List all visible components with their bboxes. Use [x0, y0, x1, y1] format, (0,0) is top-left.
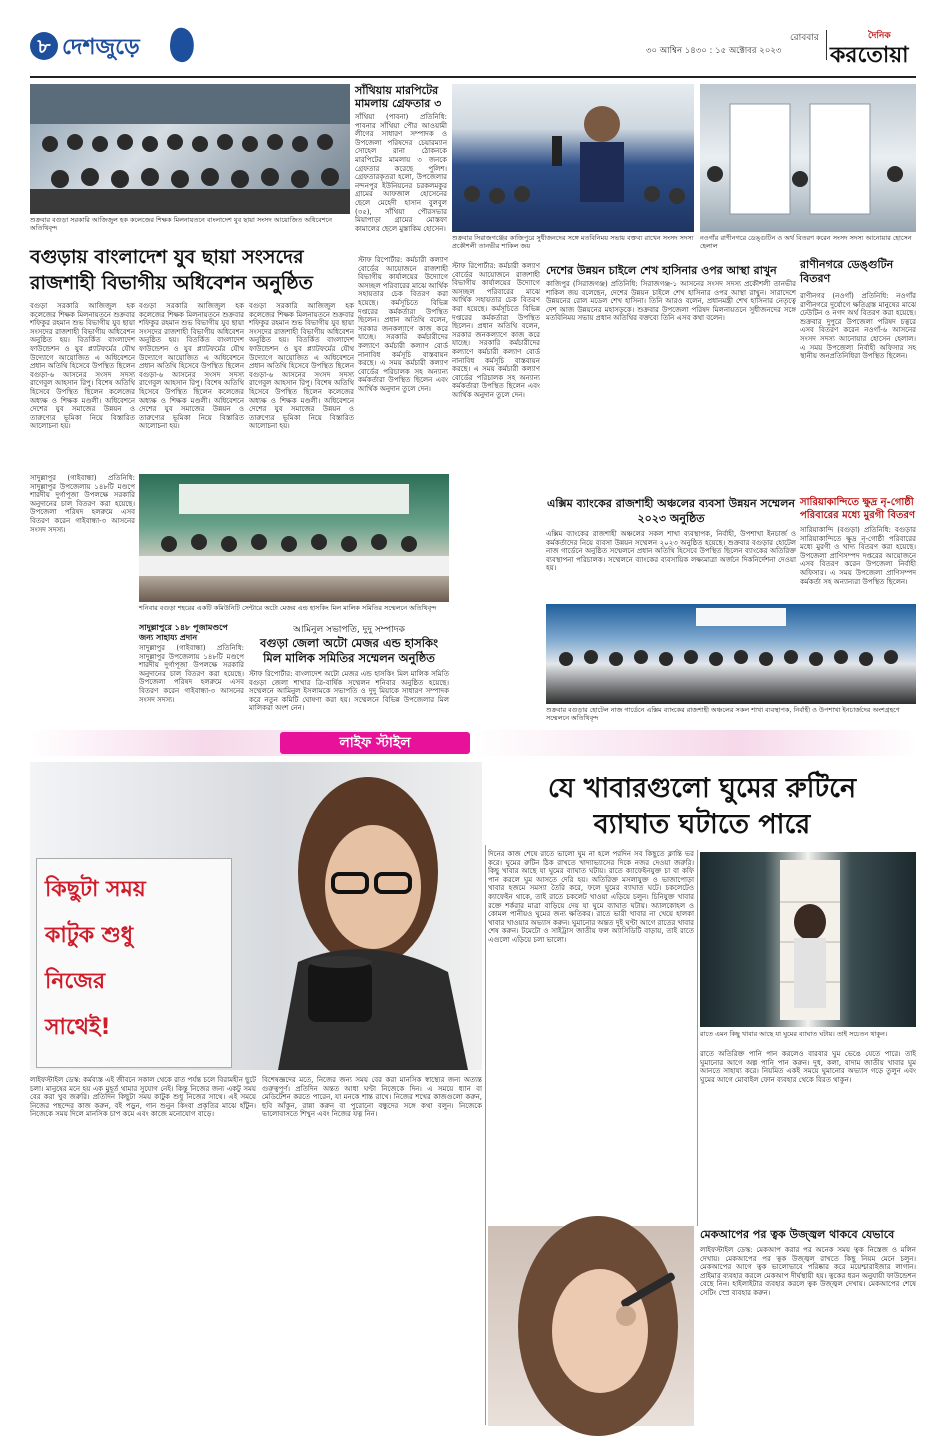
section-title: দেশজুড়ে [62, 35, 140, 60]
lifestyle-banner: লাইফ স্টাইল [280, 732, 470, 754]
meeting-illustration [139, 474, 449, 602]
dengue-photo [700, 84, 916, 232]
dengue-body: রাণীনগর (নওগাঁ) প্রতিনিধি: নওগাঁর রাণীনগরে দুর্যোগে ক্ষতিগ্রস্ত মানুষের মাঝে ঢেউটিন ও নগদ অর্থ বিতরণ করা হয়েছে। শুক্রবার দুপুরে উপজেলা পরিষদ চত্বরে এসব বিতরণ করেন নওগাঁ-৬ আসনের সংসদ সদস্য আনোয়ার হোসেন হেলাল। এ সময় উপজেলা নির্বাহী অফিসার সহ স্থানীয় জনপ্রতিনিধিরা উপস্থিত ছিলেন। [800, 292, 916, 361]
column-rule [485, 845, 486, 1425]
me-time-promo [30, 762, 482, 1070]
arrest-column [355, 84, 447, 244]
promo-line-3: নিজের [45, 969, 106, 994]
auto-major-byline: আমিনুল সভাপতি, দুদু সম্পাদক [293, 625, 405, 635]
makeup-illustration [488, 1226, 694, 1426]
auto-major-headline: বগুড়া জেলা অটো মেজর এন্ড হাসকিং মিল মালিক সমিতির সম্মেলন অনুষ্ঠিত [259, 636, 439, 665]
mid-column-body: স্টাফ রিপোর্টার: কর্মচারী কল্যাণ বোর্ডের আয়োজনে রাজশাহী বিভাগীয় কার্যালয়ের উদ্যোগে অসচ্ছল পরিবারের মাঝে আর্থিক সহায়তার চেক বিতরণ করা হয়েছে। কর্মসূচিতে বিভিন্ন দপ্তরের কর্মকর্তারা উপস্থিত ছিলেন। প্রধান অতিথি বলেন, সরকার জনকল্যাণে কাজ করে যাচ্ছে। সরকারি কর্মচারীদের কল্যাণে কর্মচারী কল্যাণ বোর্ড নানাবিধ কর্মসূচি বাস্তবায়ন করছে। এ সময় কর্মচারী কল্যাণ বোর্ডের পরিচালক সহ অন্যান্য কর্মকর্তারা উপস্থিত ছিলেন এবং আর্থিক অনুদান তুলে দেন। [358, 256, 448, 393]
youth-shadow-photo [30, 84, 350, 214]
youth-shadow-body-col3: বগুড়া সরকারি আজিজুল হক কলেজের শিক্ষক মিলনায়তনে শুক্রবার শফিকুর রহমান শুভ বিভাগীয় যুব ছায়া সংসদের রাজশাহী বিভাগীয় অধিবেশন অনুষ্ঠিত হয়। বিতর্কিত বাংলাদেশ ফাউন্ডেশন ও যুব প্ল্যাটফর্মের যৌথ উদ্যোগে আয়োজিত এ অধিবেশনে প্রধান অতিথি হিসেবে উপস্থিত ছিলেন বগুড়া-৬ আসনের সংসদ সদস্য রাগেবুল আহসান রিপু। বিশেষ অতিথি হিসেবে উপস্থিত ছিলেন কলেজের অধ্যক্ষ ও শিক্ষক মণ্ডলী। অধিবেশনে দেশের যুব সমাজের উন্নয়ন ও তারুণ্যের ভূমিকা নিয়ে বিস্তারিত আলোচনা হয়। [249, 302, 354, 431]
development-headline: দেশের উন্নয়ন চাইলে শেখ হাসিনার ওপর আস্থা রাখুন [546, 264, 777, 277]
youth-shadow-headline: বগুড়ায় বাংলাদেশ যুব ছায়া সংসদের রাজশাহী বিভাগীয় অধিবেশন অনুষ্ঠিত [30, 246, 313, 294]
promo-line-4: সাথেই! [45, 1015, 111, 1040]
development-caption: শুক্রবার সিরাজগঞ্জের কাজিপুরে সুধীজনদের সঙ্গে মতবিনিময় সভায় বক্তব্য রাখেন সংসদ সদস্য প্রকৌশলী তানভীর শাকিল জয় [452, 234, 694, 250]
youth-shadow-body-col2: বগুড়া সরকারি আজিজুল হক কলেজের শিক্ষক মিলনায়তনে শুক্রবার শফিকুর রহমান শুভ বিভাগীয় যুব ছায়া সংসদের রাজশাহী বিভাগীয় অধিবেশন অনুষ্ঠিত হয়। বিতর্কিত বাংলাদেশ ফাউন্ডেশন ও যুব প্ল্যাটফর্মের যৌথ উদ্যোগে আয়োজিত এ অধিবেশনে প্রধান অতিথি হিসেবে উপস্থিত ছিলেন বগুড়া-৬ আসনের সংসদ সদস্য রাগেবুল আহসান রিপু। বিশেষ অতিথি হিসেবে উপস্থিত ছিলেন কলেজের অধ্যক্ষ ও শিক্ষক মণ্ডলী। অধিবেশনে দেশের যুব সমাজের উন্নয়ন ও তারুণ্যের ভূমিকা নিয়ে বিস্তারিত আলোচনা হয়। [139, 302, 244, 431]
makeup-headline: মেকআপের পর ত্বক উজ্জ্বল থাকবে যেভাবে [700, 1228, 895, 1241]
day-label: রোববার [790, 33, 819, 43]
column-rule [697, 850, 698, 1226]
sleep-body-2: রাতে অতিরিক্ত পানি পান করলেও বারবার ঘুম ভেঙে যেতে পারে। তাই ঘুমানোর আগে অল্প পানি পান করুন। দুধ, কলা, বাদাম জাতীয় খাবার ঘুম আনতে সাহায্য করে। নিয়মিত একই সময়ে ঘুমানোর অভ্যাস গড়ে তুলুন এবং ঘুমের আগে মোবাইল ফোন ব্যবহার থেকে বিরত থাকুন। [700, 1050, 916, 1084]
bangladesh-map-icon [168, 26, 196, 63]
sidebar-col-body: স্টাফ রিপোর্টার: কর্মচারী কল্যাণ বোর্ডের আয়োজনে রাজশাহী বিভাগীয় কার্যালয়ের উদ্যোগে অসচ্ছল পরিবারের মাঝে আর্থিক সহায়তার চেক বিতরণ করা হয়েছে। কর্মসূচিতে বিভিন্ন দপ্তরের কর্মকর্তারা উপস্থিত ছিলেন। প্রধান অতিথি বলেন, সরকার জনকল্যাণে কাজ করে যাচ্ছে। সরকারি কর্মচারীদের কল্যাণে কর্মচারী কল্যাণ বোর্ড নানাবিধ কর্মসূচি বাস্তবায়ন করছে। এ সময় কর্মচারী কল্যাণ বোর্ডের পরিচালক সহ অন্যান্য কর্মকর্তারা উপস্থিত ছিলেন এবং আর্থিক অনুদান তুলে দেন। [452, 262, 540, 399]
youth-shadow-caption: শুক্রবার বগুড়া সরকারি আজিজুল হক কলেজের শিক্ষক মিলনায়তনে বাংলাদেশ যুব ছায়া সংসদ আয়োজিত অধিবেশনে অতিথিবৃন্দ [30, 216, 333, 232]
makeup-body: লাইফস্টাইল ডেস্ক: মেকআপ করার পর অনেক সময় ত্বক নিস্তেজ ও মলিন দেখায়। মেকআপের পর ত্বক উজ্জ্বল রাখতে কিছু নিয়ম মেনে চলুন। মেকআপের আগে ত্বক ভালোভাবে পরিষ্কার করে ময়েশ্চারাইজার লাগান। প্রাইমার ব্যবহার করলে মেকআপ দীর্ঘস্থায়ী হয়। ত্বকের ধরন অনুযায়ী ফাউন্ডেশন বেছে নিন। হাইলাইটার ব্যবহার করলে ত্বক উজ্জ্বল দেখায়। মেকআপের শেষে সেটিং স্প্রে ব্যবহার করুন। [700, 1246, 916, 1297]
lifestyle-banner-strip [30, 730, 916, 756]
dengue-caption: নওগাঁর রাণীনগরে ডেঙ্গুটিন ও অর্থ বিতরণ করেন সংসদ সদস্য আনোয়ার হোসেন হেলাল [700, 234, 912, 250]
fridge-photo [700, 852, 916, 1027]
auto-major-caption: শনিবার বগুড়া শহরের একটি কমিউনিটি সেন্টারে অটো মেজর এন্ড হাসকিং মিল মালিক সমিতির সম্মেলনে অতিথিবৃন্দ [139, 604, 437, 612]
youth-shadow-body-col1: বগুড়া সরকারি আজিজুল হক কলেজের শিক্ষক মিলনায়তনে শুক্রবার শফিকুর রহমান শুভ বিভাগীয় যুব ছায়া সংসদের রাজশাহী বিভাগীয় অধিবেশন অনুষ্ঠিত হয়। বিতর্কিত বাংলাদেশ ফাউন্ডেশন ও যুব প্ল্যাটফর্মের যৌথ উদ্যোগে আয়োজিত এ অধিবেশনে প্রধান অতিথি হিসেবে উপস্থিত ছিলেন বগুড়া-৬ আসনের সংসদ সদস্য রাগেবুল আহসান রিপু। বিশেষ অতিথি হিসেবে উপস্থিত ছিলেন কলেজের অধ্যক্ষ ও শিক্ষক মণ্ডলী। অধিবেশনে দেশের যুব সমাজের উন্নয়ন ও তারুণ্যের ভূমিকা নিয়ে বিস্তারিত আলোচনা হয়। [30, 302, 135, 431]
woman-with-mug-illustration [238, 762, 482, 1070]
sleep-headline-1: যে খাবারগুলো ঘুমের রুটিনে [547, 773, 857, 804]
paper-name: করতোয়া [830, 43, 909, 68]
auto-major-photo [139, 474, 449, 602]
exim-caption: শুক্রবার বগুড়ার হোটেল নাজ গার্ডেনে এক্সিম ব্যাংকের রাজশাহী অঞ্চলের সকল শাখা ব্যবস্থাপক, নির্বাহী ও উপশাখা ইনচার্জদের অংশগ্রহণে সম্মেলনে অতিথিবৃন্দ [546, 706, 900, 722]
promo-text-box [36, 858, 232, 1068]
promo-line-2: কাটুক শুধু [45, 923, 134, 948]
dengue-headline: রাণীনগরে ডেঙ্গুটিন বিতরণ [800, 258, 894, 285]
speaker-illustration [452, 84, 694, 232]
arrest-body: সাঁথিয়া (পাবনা) প্রতিনিধি: পাবনার সাঁথিয়া পৌর আওয়ামী লীগের সাধারণ সম্পাদক ও উপজেলা পরিষদের চেয়ারম্যান সোহেল রানা ঠোকনকে মারপিটের মামলায় ৩ জনকে গ্রেফতার করেছে পুলিশ। গ্রেফতারকৃতরা হলো, উপজেলার নন্দনপুর ইউনিয়নের চরকলমকুর গ্রামের আফজাল হোসেনের ছেলে মেহেদী হাসান বুলবুল (৩৫), সাঁথিয়া পৌরসভার মিয়াপাড়া গ্রামের মোস্তফা কামালের ছেলে মুস্তাকিম হোসেন। [355, 113, 447, 233]
paper-name-small: দৈনিক [868, 31, 891, 41]
masthead [30, 28, 916, 78]
makeup-photo [488, 1226, 694, 1426]
sleep-body: দিনের কাজ শেষে রাতে ভালো ঘুম না হলে পরদিন সব কিছুতে ক্লান্তি ভর করে। ঘুমের রুটিন ঠিক রাখতে খাদ্যাভ্যাসের দিকে নজর দেওয়া জরুরি। কিছু খাবার আছে যা ঘুমের ব্যাঘাত ঘটায়। রাতে ক্যাফেইনযুক্ত চা বা কফি পান করলে ঘুম আসতে দেরি হয়। অতিরিক্ত মসলাযুক্ত ও ভাজাপোড়া খাবার হজমে সমস্যা তৈরি করে, ফলে ঘুমের ব্যাঘাত ঘটে। চকলেটেও ক্যাফেইন থাকে, তাই রাতে চকলেট খাওয়া এড়িয়ে চলুন। চিনিযুক্ত খাবার রক্তে শর্করার মাত্রা বাড়িয়ে দেয় যা ঘুমে ব্যাঘাত ঘটায়। অ্যালকোহল ও কোমল পানীয়ও ঘুমের জন্য ক্ষতিকর। রাতে ভারী খাবার না খেয়ে হালকা খাবার খাওয়ার অভ্যাস করুন। ঘুমানোর অন্তত দুই ঘণ্টা আগে রাতের খাবার শেষ করুন। টমেটো ও সাইট্রাস জাতীয় ফল অ্যাসিডিটি বাড়ায়, তাই রাতে এগুলো এড়িয়ে চলা ভালো। [488, 850, 694, 944]
me-time-body: লাইফস্টাইল ডেস্ক: কর্মব্যস্ত এই জীবনে সকাল থেকে রাত পর্যন্ত চলে বিরামহীন ছুটে চলা। মানুষের মনে হয় এক মুহূর্ত থামার সুযোগ নেই। কিন্তু নিজের জন্য একটু সময় বের করা খুব জরুরি। প্রতিদিন কিছুটা সময় কাটুক শুধু নিজের সাথে। এই সময়ে নিজের পছন্দের কাজ করুন, বই পড়ুন, গান শুনুন কিংবা প্রকৃতির মাঝে হাঁটুন। নিজেকে সময় দিলে মানসিক চাপ কমে এবং কাজে মনোযোগ বাড়ে। [30, 1076, 256, 1119]
fridge-illustration [700, 852, 916, 1027]
sundarganj-body-left: সাদুল্লাপুর (গাইবান্ধা) প্রতিনিধি: সাদুল্লাপুর উপজেলায় ১৪৮টি মণ্ডপে শারদীয় দুর্গাপূজা উপলক্ষে সরকারি অনুদানের চাল বিতরণ করা হয়েছে। উপজেলা পরিষদ হলরুমে এসব বিতরণ করেন গাইবান্ধা-৩ আসনের সংসদ সদস্য। [30, 474, 135, 534]
exim-photo [546, 604, 916, 704]
sundarganj-body: সাদুল্লাপুর (গাইবান্ধা) প্রতিনিধি: সাদুল্লাপুর উপজেলায় ১৪৮টি মণ্ডপে শারদীয় দুর্গাপূজা উপলক্ষে সরকারি অনুদানের চাল বিতরণ করা হয়েছে। উপজেলা পরিষদ হলরুমে এসব বিতরণ করেন গাইবান্ধা-৩ আসনের সংসদ সদস্য। [139, 644, 244, 704]
page-number: ৮ [37, 34, 51, 58]
goats-body: সারিয়াকান্দি (বগুড়া) প্রতিনিধি: বগুড়ার সারিয়াকান্দিতে ক্ষুদ্র নৃ-গোষ্ঠী পরিবারের মধ্যে মুরগী ও খাদ্য বিতরণ করা হয়েছে। উপজেলা প্রাণিসম্পদ দপ্তরের আয়োজনে এসব বিতরণ করেন উপজেলা নির্বাহী অফিসার। এ সময় উপজেলা প্রাণিসম্পদ কর্মকর্তা সহ অন্যান্যরা উপস্থিত ছিলেন। [800, 526, 916, 586]
sundarganj-headline: সাদুল্লাপুরে ১৪৮ পূজামণ্ডপে জন্য সাহায্য প্রদান [139, 622, 228, 642]
fridge-caption: রাতে এমন কিছু খাবার আছে যা ঘুমের ব্যাঘাত ঘটায়। তাই সচেতন থাকুন। [700, 1030, 888, 1038]
development-body: কাজিপুর (সিরাজগঞ্জ) প্রতিনিধি: সিরাজগঞ্জ-১ আসনের সংসদ সদস্য প্রকৌশলী তানভীর শাকিল জয় বলেছেন, দেশের উন্নয়ন চাইলে শেখ হাসিনার ওপর আস্থা রাখুন। সারাদেশে উন্নয়নের রোল মডেল শেখ হাসিনা। তিনি আরও বলেন, প্রধানমন্ত্রী শেখ হাসিনার নেতৃত্বে দেশ আজ উন্নয়নের মহাসড়কে। শুক্রবার উপজেলা পরিষদ মিলনায়তনে সুধীজনদের সঙ্গে মতবিনিময় সভায় প্রধান অতিথির বক্তব্যে তিনি এসব কথা বলেন। [546, 280, 796, 323]
goats-headline: সারিয়াকান্দিতে ক্ষুদ্র নৃ-গোষ্ঠী পরিবারের মধ্যে মুরগী বিতরণ [800, 497, 916, 521]
promo-line-1: কিছুটা সময় [45, 877, 146, 902]
tin-sheets-illustration [700, 84, 916, 232]
exim-body: এক্সিম ব্যাংকের রাজশাহী অঞ্চলের সকল শাখা ব্যবস্থাপক, নির্বাহী, উপশাখা ইনচার্জ ও কর্মকর্তাদের নিয়ে ব্যবসা উন্নয়ন সম্মেলন ২০২৩ অনুষ্ঠিত হয়েছে। শুক্রবার বগুড়ার হোটেল নাজ গার্ডেনে অনুষ্ঠিত সম্মেলনে প্রধান অতিথি হিসেবে উপস্থিত ছিলেন ব্যাংকের অতিরিক্ত ব্যবস্থাপনা পরিচালক। সম্মেলনে ব্যাংকের ব্যবসায়িক লক্ষ্যমাত্রা অর্জনে দিকনির্দেশনা দেওয়া হয়। [546, 530, 796, 573]
development-photo [452, 84, 694, 232]
masthead-divider [826, 30, 827, 60]
sleep-headline-2: ব্যাঘাত ঘটাতে পারে [593, 809, 811, 840]
page-number-badge [30, 32, 58, 60]
me-time-body-2: বিশেষজ্ঞদের মতে, নিজের জন্য সময় বের করা মানসিক স্বাস্থ্যের জন্য অত্যন্ত গুরুত্বপূর্ণ। প্রতিদিন অন্তত আধা ঘণ্টা নিজেকে দিন। এ সময়ে ধ্যান বা মেডিটেশন করতে পারেন, যা মনকে শান্ত রাখে। নিজের শখের কাজগুলো করুন, ছবি আঁকুন, রান্না করুন বা পুরোনো বন্ধুদের সঙ্গে কথা বলুন। নিজেকে ভালোবাসতে শিখুন এবং নিজের যত্ন নিন। [262, 1076, 482, 1119]
arrest-headline: সাঁথিয়ায় মারপিটের মামলায় গ্রেফতার ৩ [355, 84, 442, 110]
date-label: ৩০ আশ্বিন ১৪৩০ : ১৫ অক্টোবর ২০২৩ [646, 46, 782, 56]
exim-headline: এক্সিম ব্যাংকের রাজশাহী অঞ্চলের ব্যবসা উন্নয়ন সম্মেলন ২০২৩ অনুষ্ঠিত [546, 497, 795, 525]
crowd-illustration [30, 84, 350, 214]
group-illustration [546, 604, 916, 704]
auto-major-body: স্টাফ রিপোর্টার: বাংলাদেশ অটো মেজর এন্ড হাসকিং মিল মালিক সমিতি বগুড়া জেলা শাখার ত্রি-বার্ষিক সম্মেলন শনিবার অনুষ্ঠিত হয়েছে। সম্মেলনে আমিনুল ইসলামকে সভাপতি ও দুদু মিয়াকে সাধারণ সম্পাদক করে নতুন কমিটি ঘোষণা করা হয়। সম্মেলনে বিভিন্ন উপজেলার মিল মালিকরা অংশ নেন। [249, 670, 449, 713]
